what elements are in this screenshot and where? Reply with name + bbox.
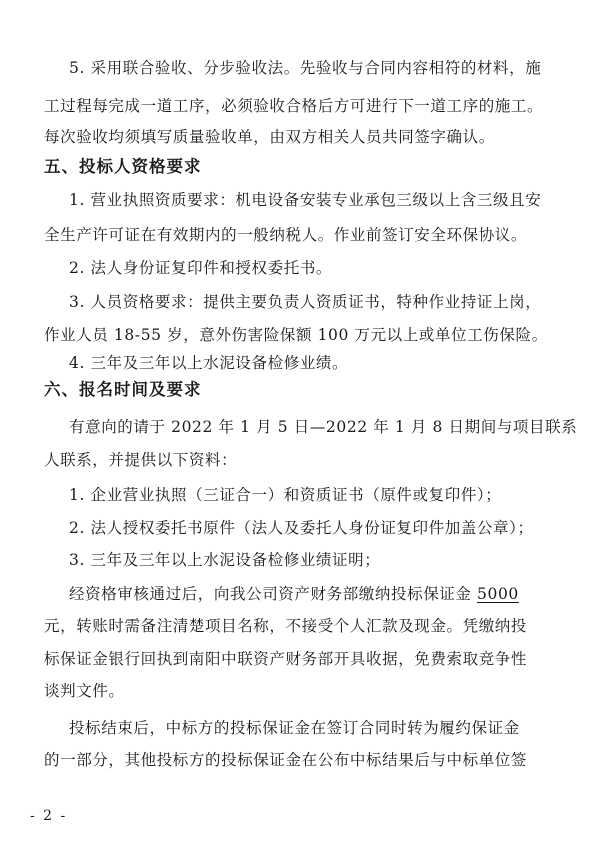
section6-deposit-line1 [69,584,519,604]
section6-intro-line2: 人联系，并提供以下资料： [44,451,238,469]
section6-refund-line2: 的一部分，其他投标方的投标保证金在公布中标结果后与中标单位签 [44,751,528,769]
section6-deposit-line2: 元，转账时需备注清楚项目名称，不接受个人汇款及现金。凭缴纳投 [44,617,528,635]
section5-item4: 4. 三年及三年以上水泥设备检修业绩。 [69,354,349,372]
section6-deposit-line3: 标保证金银行回执到南阳中联资产财务部开具收据，免费索取竞争性 [44,650,528,668]
section5-item1-line2: 全生产许可证在有效期内的一般纳税人。作业前签订安全环保协议。 [44,226,528,244]
section6-item2: 2. 法人授权委托书原件（法人及委托人身份证复印件加盖公章）； [69,519,534,537]
section4-item5-line3: 每次验收均须填写质量验收单，由双方相关人员共同签字确认。 [44,128,495,146]
section5-item1-line1: 1. 营业执照资质要求：机电设备安装专业承包三级以上含三级且安 [69,191,542,209]
page-number: - 2 - [30,808,68,824]
deposit-text: 经资格审核通过后，向我公司资产财务部缴纳投标保证金 [69,585,478,603]
section5-heading: 五、投标人资格要求 [44,157,202,176]
section6-item3: 3. 三年及三年以上水泥设备检修业绩证明； [69,551,381,569]
section6-heading: 六、报名时间及要求 [44,380,202,399]
section6-item1: 1. 企业营业执照（三证合一）和资质证书（原件或复印件）； [69,486,502,504]
section5-item2: 2. 法人身份证复印件和授权委托书。 [69,259,333,277]
section6-deposit-line4: 谈判文件。 [44,682,125,700]
section6-refund-line1: 投标结束后，中标方的投标保证金在签订合同时转为履约保证金 [69,719,520,737]
deposit-amount: 5000 [477,585,519,603]
section5-item3-line1: 3. 人员资格要求：提供主要负责人资质证书，特种作业持证上岗， [69,293,542,311]
section4-item5-line2: 工过程每完成一道工序，必须验收合格后方可进行下一道工序的施工。 [44,97,544,115]
section5-item3-line2: 作业人员 18-55 岁，意外伤害险保额 100 万元以上或单位工伤保险。 [44,326,548,344]
section6-intro-line1: 有意向的请于 2022 年 1 月 5 日—2022 年 1 月 8 日期间与项目联系 [69,418,578,436]
section4-item5-line1: 5. 采用联合验收、分步验收法。先验收与合同内容相符的材料，施 [69,59,542,77]
